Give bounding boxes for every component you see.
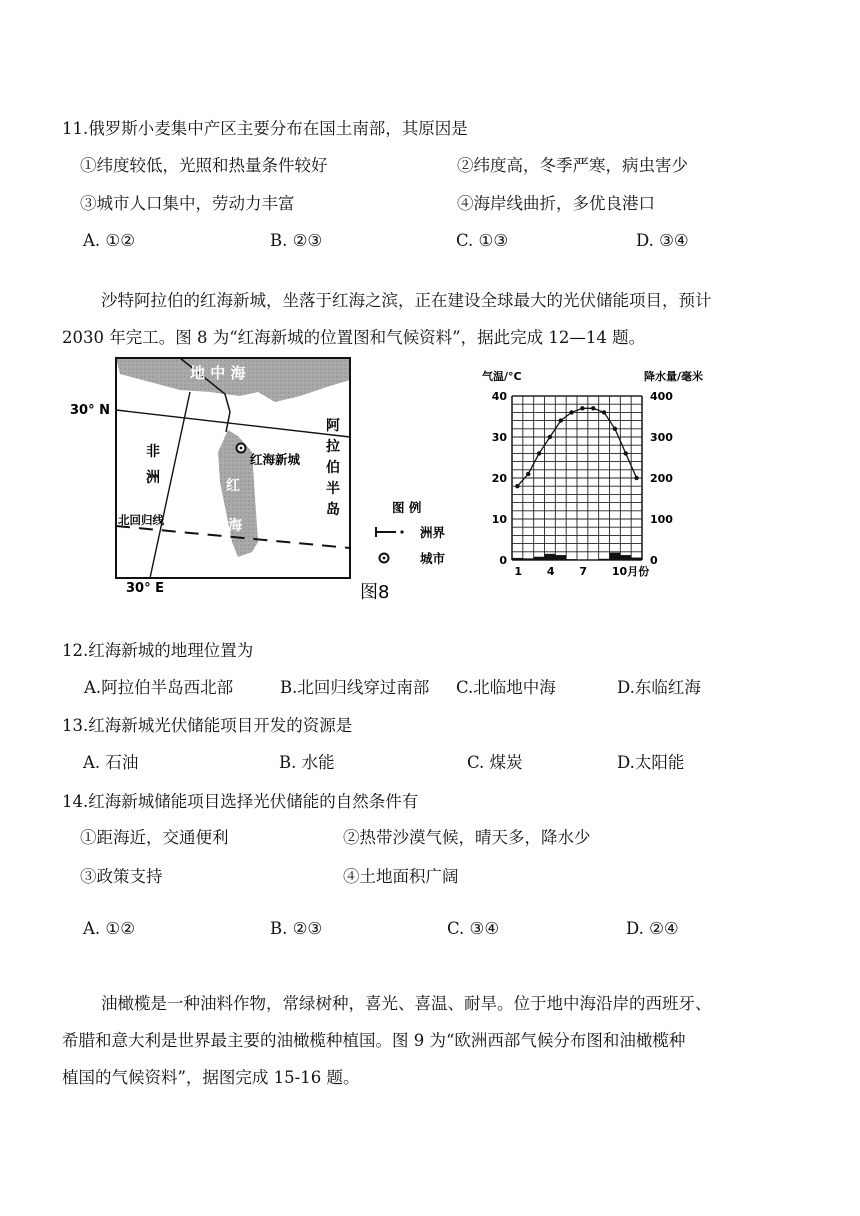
q14-statement-2: ②热带沙漠气候，晴天多，降水少 xyxy=(343,828,591,847)
precip-bar xyxy=(631,558,642,560)
temp-point xyxy=(591,406,595,410)
map-arabia-4: 半 xyxy=(326,481,340,497)
temp-point xyxy=(515,484,519,488)
q12-stem: 12.红海新城的地理位置为 xyxy=(62,641,254,660)
passage1-line1: 沙特阿拉伯的红海新城，坐落于红海之滨，正在建设全球最大的光伏储能项目，预计 xyxy=(101,291,712,310)
map-city-label: 红海新城 xyxy=(250,452,301,467)
q14-statement-1: ①距海近，交通便利 xyxy=(80,828,229,847)
q14-stem: 14.红海新城储能项目选择光伏储能的自然条件有 xyxy=(62,792,419,811)
precip-bar xyxy=(610,553,621,560)
precip-tick-label: 200 xyxy=(650,472,673,485)
passage2-line1: 油橄榄是一种油料作物，常绿树种，喜光、喜温、耐旱。位于地中海沿岸的西班牙、 xyxy=(101,994,712,1013)
legend-title: 图 例 xyxy=(392,500,422,515)
climate-chart xyxy=(478,364,713,580)
month-tick-label: 1 xyxy=(514,565,523,578)
month-tick-label: 4 xyxy=(546,565,555,578)
precip-tick-label: 400 xyxy=(650,390,673,403)
latitude-30n-line xyxy=(116,410,350,437)
red-sea-new-city-map xyxy=(60,352,460,608)
q14-option-d: D. ②④ xyxy=(626,919,679,938)
precip-bar xyxy=(545,554,556,560)
map-arabia-3: 伯 xyxy=(326,460,340,476)
map-arabia-5: 岛 xyxy=(326,502,340,518)
q11-option-a: A. ①② xyxy=(83,231,135,250)
precip-tick-label: 300 xyxy=(650,431,673,444)
precip-bar xyxy=(599,559,610,560)
map-arabia-1: 阿 xyxy=(326,418,340,434)
q11-stem: 11.俄罗斯小麦集中产区主要分布在国土南部，其原因是 xyxy=(62,119,468,138)
q14-statement-3: ③政策支持 xyxy=(80,867,163,886)
q13-option-a: A. 石油 xyxy=(83,753,139,772)
q12-option-d: D.东临红海 xyxy=(617,678,701,697)
q13-stem: 13.红海新城光伏储能项目开发的资源是 xyxy=(62,716,353,735)
map-tropic-label: 北回归线 xyxy=(118,513,164,527)
precip-bar xyxy=(512,558,523,560)
q14-option-a: A. ①② xyxy=(83,919,135,938)
temp-point xyxy=(548,435,552,439)
q14-option-c: C. ③④ xyxy=(447,919,500,938)
q11-option-b: B. ②③ xyxy=(270,231,323,250)
map-lat-label: 30° N xyxy=(70,403,110,418)
chart-precip-axis-label: 降水量/毫米 xyxy=(644,370,704,383)
temp-point xyxy=(602,410,606,414)
figure-8-label: 图8 xyxy=(360,582,390,603)
q11-option-c: C. ①③ xyxy=(456,231,509,250)
precip-bar xyxy=(566,559,577,560)
temp-point xyxy=(569,410,573,414)
map-lon-label: 30° E xyxy=(126,581,164,596)
map-redsea-1: 红 xyxy=(226,478,240,494)
temp-point xyxy=(580,406,584,410)
temp-tick-label: 0 xyxy=(499,554,507,567)
map-africa-2: 洲 xyxy=(146,470,160,486)
chart-temp-axis-label: 气温/°C xyxy=(482,370,522,383)
temp-point xyxy=(624,451,628,455)
q11-statement-4: ④海岸线曲折，多优良港口 xyxy=(457,194,655,213)
q12-option-b: B.北回归线穿过南部 xyxy=(280,678,430,697)
temp-point xyxy=(613,427,617,431)
passage2-line3: 植国的气候资料”，据图完成 15-16 题。 xyxy=(62,1068,360,1087)
precip-bar xyxy=(555,555,566,560)
q14-statement-4: ④土地面积广阔 xyxy=(343,867,459,886)
temp-tick-label: 20 xyxy=(491,472,507,485)
map-redsea-2: 海 xyxy=(228,518,242,534)
temp-point xyxy=(526,472,530,476)
q13-option-c: C. 煤炭 xyxy=(467,753,523,772)
q12-option-c: C.北临地中海 xyxy=(456,678,556,697)
temp-point xyxy=(537,451,541,455)
q13-option-b: B. 水能 xyxy=(279,753,335,772)
map-africa-1: 非 xyxy=(146,444,160,460)
passage1-line2: 2030 年完工。图 8 为“红海新城的位置图和气候资料”，据此完成 12—14 题。 xyxy=(62,328,646,347)
q12-option-a: A.阿拉伯半岛西北部 xyxy=(84,678,234,697)
temp-tick-label: 40 xyxy=(491,390,507,403)
passage2-line2: 希腊和意大利是世界最主要的油橄榄种植国。图 9 为“欧洲西部气候分布图和油橄榄种 xyxy=(62,1031,686,1050)
precip-bar xyxy=(523,558,534,560)
q14-option-b: B. ②③ xyxy=(270,919,323,938)
legend-city-label: 城市 xyxy=(420,551,446,566)
legend-border-label: 洲界 xyxy=(420,525,446,540)
temp-tick-label: 30 xyxy=(491,431,507,444)
legend-border-icon xyxy=(376,527,404,537)
map-sea-label: 地 中 海 xyxy=(190,364,246,382)
temp-tick-label: 10 xyxy=(491,513,507,526)
month-tick-label: 7 xyxy=(579,565,588,578)
q11-statement-3: ③城市人口集中，劳动力丰富 xyxy=(80,194,295,213)
precip-tick-label: 100 xyxy=(650,513,673,526)
precip-tick-label: 0 xyxy=(650,554,658,567)
temp-point xyxy=(559,418,563,422)
q11-statement-1: ①纬度较低，光照和热量条件较好 xyxy=(80,156,328,175)
map-arabia-2: 拉 xyxy=(326,439,340,455)
temp-point xyxy=(634,476,638,480)
month-tick-label: 10月份 xyxy=(611,565,650,578)
precip-bar xyxy=(534,557,545,560)
q11-option-d: D. ③④ xyxy=(636,231,689,250)
q11-statement-2: ②纬度高，冬季严寒，病虫害少 xyxy=(457,156,688,175)
q13-option-d: D.太阳能 xyxy=(617,753,685,772)
precip-bar xyxy=(620,555,631,560)
